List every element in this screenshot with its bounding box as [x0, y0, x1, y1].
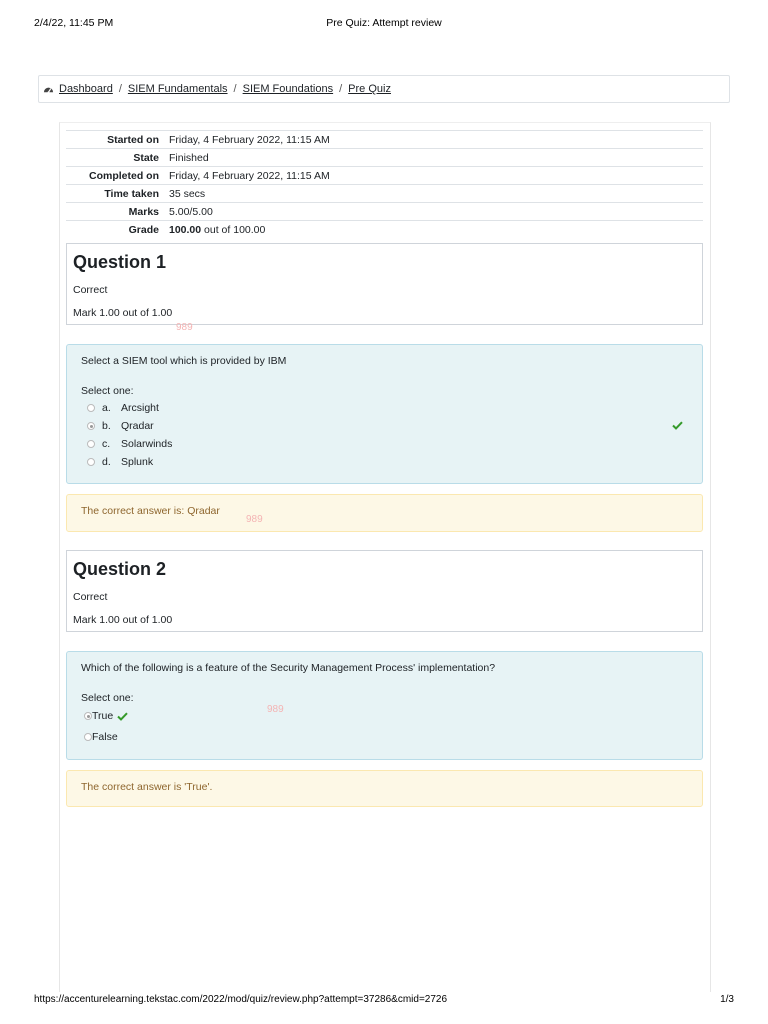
print-title: Pre Quiz: Attempt review	[326, 17, 442, 29]
radio-button-checked[interactable]	[84, 712, 92, 720]
summary-value	[169, 224, 703, 236]
summary-row-marks	[66, 202, 703, 220]
summary-label: Time taken	[104, 187, 159, 200]
question-1-title: Question 1	[73, 252, 167, 272]
radio-button[interactable]	[87, 458, 95, 466]
radio-button[interactable]	[87, 440, 95, 448]
watermark: 989	[176, 322, 193, 333]
answer-option-d[interactable]	[87, 455, 153, 469]
question-2-info	[66, 550, 703, 632]
correct-check-icon	[672, 421, 683, 430]
summary-row-started	[66, 130, 703, 148]
print-datetime: 2/4/22, 11:45 PM	[34, 17, 114, 29]
option-label: True	[92, 710, 114, 722]
question-1-prompt: Select one:	[81, 385, 134, 397]
breadcrumb-pre-quiz[interactable]: Pre Quiz	[348, 83, 391, 95]
summary-value: Friday, 4 February 2022, 11:15 AM	[169, 169, 330, 182]
correct-check-icon	[117, 712, 128, 721]
option-letter: a.	[102, 402, 111, 414]
option-label: Solarwinds	[121, 438, 173, 450]
summary-row-completed	[66, 166, 703, 184]
question-1-text: Select a SIEM tool which is provided by IBM	[81, 355, 287, 367]
question-1-formulation	[66, 344, 703, 484]
question-1-state: Correct	[73, 284, 108, 296]
breadcrumb-separator: /	[118, 83, 122, 95]
summary-label: Started on	[107, 133, 159, 146]
answer-option-true[interactable]	[84, 709, 128, 723]
grade-total: out of 100.00	[201, 223, 266, 236]
watermark: 989	[246, 514, 263, 525]
watermark: 989	[267, 704, 284, 715]
option-letter: d.	[102, 456, 111, 468]
option-label: Qradar	[121, 420, 154, 432]
breadcrumb-siem-foundations[interactable]: SIEM Foundations	[242, 83, 334, 95]
question-1-grade: Mark 1.00 out of 1.00	[73, 307, 173, 319]
option-label: False	[92, 731, 118, 743]
question-2-text: Which of the following is a feature of the Security Management Process' implementation?	[81, 662, 496, 674]
breadcrumb	[38, 75, 730, 103]
summary-value: Friday, 4 February 2022, 11:15 AM	[169, 133, 330, 146]
option-label: Splunk	[121, 456, 154, 468]
attempt-summary-table	[66, 130, 703, 238]
summary-row-state	[66, 148, 703, 166]
breadcrumb-separator: /	[339, 83, 343, 95]
summary-value: 5.00/5.00	[169, 205, 213, 218]
question-2-formulation	[66, 651, 703, 760]
summary-value: 35 secs	[169, 187, 206, 200]
print-footer	[34, 994, 734, 1008]
option-letter: c.	[102, 438, 111, 450]
answer-option-false[interactable]	[84, 730, 118, 744]
grade-score: 100.00	[169, 223, 202, 236]
summary-row-grade	[66, 220, 703, 238]
option-letter: b.	[102, 420, 111, 432]
summary-label: Grade	[128, 223, 159, 236]
summary-label: State	[133, 151, 159, 164]
question-2-state: Correct	[73, 591, 108, 603]
summary-value: Finished	[169, 151, 209, 164]
answer-option-a[interactable]	[87, 401, 159, 415]
question-1-feedback-text: The correct answer is: Qradar	[81, 505, 220, 517]
dashboard-icon	[43, 84, 54, 95]
radio-button-checked[interactable]	[87, 422, 95, 430]
question-1-info	[66, 243, 703, 325]
print-header	[34, 17, 734, 31]
page-number: 1/3	[720, 994, 734, 1005]
option-label: Arcsight	[121, 402, 159, 414]
summary-label: Completed on	[89, 169, 159, 182]
breadcrumb-dashboard[interactable]: Dashboard	[59, 83, 113, 95]
summary-row-time-taken	[66, 184, 703, 202]
question-1-feedback	[66, 494, 703, 532]
breadcrumb-siem-fundamentals[interactable]: SIEM Fundamentals	[127, 83, 228, 95]
answer-option-b[interactable]	[87, 419, 154, 433]
answer-option-c[interactable]	[87, 437, 172, 451]
radio-button[interactable]	[87, 404, 95, 412]
radio-button[interactable]	[84, 733, 92, 741]
question-2-prompt: Select one:	[81, 692, 134, 704]
breadcrumb-separator: /	[233, 83, 237, 95]
question-2-grade: Mark 1.00 out of 1.00	[73, 614, 173, 626]
question-2-feedback	[66, 770, 703, 807]
question-2-feedback-text: The correct answer is 'True'.	[81, 781, 213, 793]
question-2-title: Question 2	[73, 559, 167, 579]
page-url: https://accenturelearning.tekstac.com/2022/mod/quiz/review.php?attempt=37286&cmid=2726	[34, 994, 448, 1005]
summary-label: Marks	[128, 205, 159, 218]
